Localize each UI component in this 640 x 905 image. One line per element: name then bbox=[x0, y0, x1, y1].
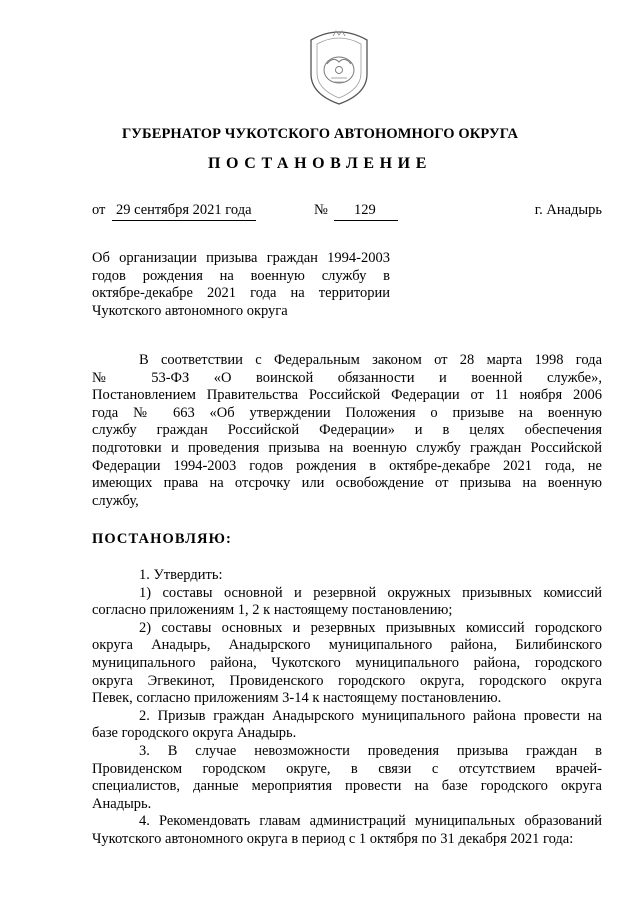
item-line: 1) составы основной и резервной окружных призывных комиссий bbox=[139, 584, 602, 601]
document-subject bbox=[92, 250, 390, 320]
place-of-issue: г. Анадырь bbox=[534, 202, 602, 218]
preamble-line: года № 663 «Об утверждении Положения о призыве на военную bbox=[92, 404, 602, 421]
item-line: 2) составы основных и резервных призывных комиссий городского bbox=[139, 619, 602, 636]
preamble-line: службу граждан Российской Федерации» и в целях обеспечения bbox=[92, 422, 602, 439]
item-line: Анадырь. bbox=[92, 795, 152, 812]
item-line: муниципального района, Чукотского муниципального района, городского bbox=[92, 654, 602, 671]
item-line: Провиденском городском округе, в связи с отсутствием врачей- bbox=[92, 760, 602, 777]
item-line: Певек, согласно приложениям 3-14 к настоящему постановлению. bbox=[92, 690, 502, 707]
item-line: 1. Утвердить: bbox=[139, 567, 223, 583]
subject-line: октябре-декабре 2021 года на территории bbox=[92, 285, 390, 301]
resolution-items bbox=[92, 567, 602, 849]
issuing-authority-title: ГУБЕРНАТОР ЧУКОТСКОГО АВТОНОМНОГО ОКРУГА bbox=[121, 126, 519, 142]
preamble-line: Федерации 1994-2003 годов рождения в октябре-декабре 2021 года, не bbox=[92, 457, 602, 474]
preamble-line: подготовки и проведения призыва на военную службу граждан Российской bbox=[92, 439, 602, 456]
date-number-line bbox=[92, 202, 602, 224]
preamble-line: Постановлением Правительства Российской Федерации от 11 ноября 2006 bbox=[92, 387, 602, 404]
item-line: 4. Рекомендовать главам администраций муниципальных образований bbox=[139, 813, 602, 830]
document-type-title: ПОСТАНОВЛЕНИЕ bbox=[208, 155, 432, 172]
coat-of-arms-emblem bbox=[303, 22, 375, 106]
item-line: Чукотского автономного округа в период с 1 октября по 31 декабря 2021 года: bbox=[92, 830, 574, 847]
subject-line: Об организации призыва граждан 1994-2003 bbox=[92, 250, 390, 266]
preamble-line: № 53-ФЗ «О воинской обязанности и военной службе», bbox=[92, 369, 602, 386]
item-line: 3. В случае невозможности проведения призыва граждан в bbox=[139, 742, 602, 759]
item-line: округа Анадырь, Анадырского муниципального района, Билибинского bbox=[92, 637, 602, 654]
resolve-heading: ПОСТАНОВЛЯЮ: bbox=[92, 531, 232, 547]
item-line: базе городского округа Анадырь. bbox=[92, 725, 297, 742]
number-sign: № bbox=[314, 202, 328, 218]
document-number: 129 bbox=[334, 202, 398, 221]
subject-line: годов рождения на военную службу в bbox=[92, 267, 390, 284]
preamble-line: В соответствии с Федеральным законом от 28 марта 1998 года bbox=[139, 352, 602, 368]
preamble-paragraph bbox=[92, 352, 602, 510]
preamble-line: имеющих права на отсрочку или освобождение от призыва на военную bbox=[92, 475, 602, 492]
document-date: 29 сентября 2021 года bbox=[112, 202, 256, 221]
subject-line: Чукотского автономного округа bbox=[92, 302, 288, 319]
item-line: согласно приложениям 1, 2 к настоящему постановлению; bbox=[92, 602, 453, 619]
item-line: 2. Призыв граждан Анадырского муниципального района провести на bbox=[139, 707, 602, 724]
date-prefix: от bbox=[92, 202, 106, 218]
preamble-line: службу, bbox=[92, 492, 139, 509]
item-line: специалистов, данные мероприятия провести на базе городского округа bbox=[92, 778, 602, 795]
item-line: округа Эгвекинот, Провиденского городского округа, городского округа bbox=[92, 672, 602, 689]
